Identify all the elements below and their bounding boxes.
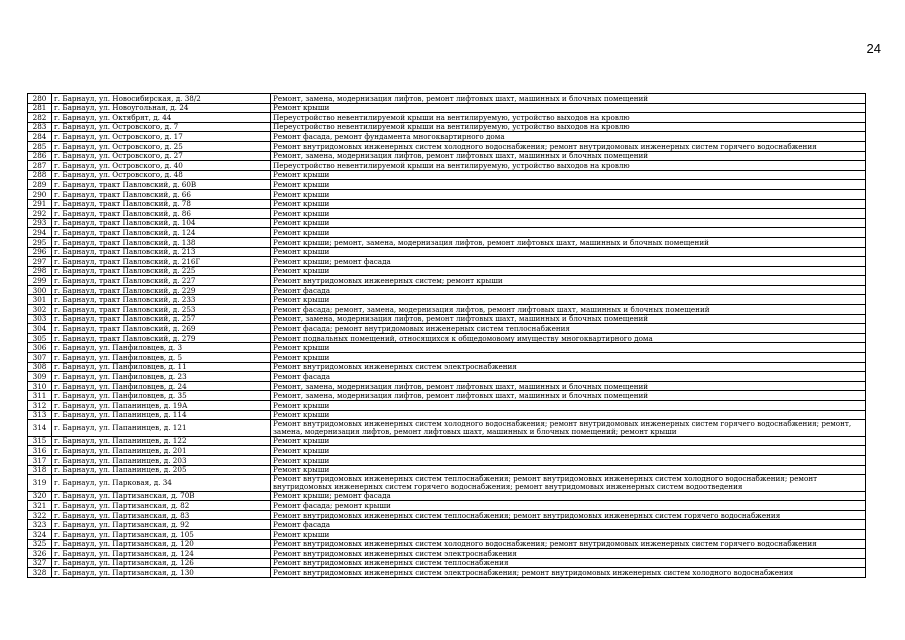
row-number: 296 — [28, 247, 52, 257]
table-row — [28, 436, 866, 446]
row-work: Ремонт внутридомовых инженерных систем холодного водоснабжения; ремонт внутридомовых инженерных систем горячего водоснабжения — [271, 141, 866, 151]
row-work: Ремонт крыши — [271, 353, 866, 363]
table-row — [28, 491, 866, 501]
row-work: Ремонт крыши — [271, 247, 866, 257]
table-row — [28, 305, 866, 315]
table-row — [28, 324, 866, 334]
row-work: Ремонт внутридомовых инженерных систем; ремонт крыши — [271, 276, 866, 286]
row-work: Ремонт крыши — [271, 189, 866, 199]
row-number: 294 — [28, 228, 52, 238]
table-row — [28, 218, 866, 228]
row-number: 282 — [28, 113, 52, 123]
row-address: г. Барнаул, ул. Партизанская, д. 70В — [52, 491, 271, 501]
table-row — [28, 209, 866, 219]
row-work: Ремонт, замена, модернизация лифтов, ремонт лифтовых шахт, машинных и блочных помещений — [271, 151, 866, 161]
row-work: Ремонт крыши — [271, 218, 866, 228]
table-row — [28, 132, 866, 142]
row-address: г. Барнаул, ул. Панфиловцев, д. 3 — [52, 343, 271, 353]
row-work: Ремонт внутридомовых инженерных систем теплоснабжения; ремонт внутридомовых инженерных систем горячего водоснабжения — [271, 510, 866, 520]
table-row — [28, 266, 866, 276]
row-address: г. Барнаул, ул. Партизанская, д. 126 — [52, 558, 271, 568]
table-row — [28, 161, 866, 171]
row-work: Ремонт внутридомовых инженерных систем электроснабжения — [271, 549, 866, 559]
row-number: 324 — [28, 530, 52, 540]
row-work: Ремонт крыши — [271, 180, 866, 190]
row-work: Ремонт фасада, ремонт фундамента многоквартирного дома — [271, 132, 866, 142]
row-address: г. Барнаул, ул. Островского, д. 25 — [52, 141, 271, 151]
row-work: Ремонт внутридомовых инженерных систем теплоснабжения; ремонт внутридомовых инженерных систем холодного водоснабжения; ремонт внутридомовых инженерных систем горячего водоснабжения; ремонт внутридомовых инженерных систем водоотведения — [271, 475, 866, 492]
row-work: Ремонт крыши — [271, 103, 866, 113]
table-row — [28, 228, 866, 238]
row-work: Ремонт крыши — [271, 295, 866, 305]
row-address: г. Барнаул, ул. Островского, д. 40 — [52, 161, 271, 171]
row-address: г. Барнаул, ул. Панфиловцев, д. 23 — [52, 372, 271, 382]
row-address: г. Барнаул, ул. Партизанская, д. 124 — [52, 549, 271, 559]
row-address: г. Барнаул, ул. Островского, д. 17 — [52, 132, 271, 142]
table-row — [28, 401, 866, 411]
row-number: 280 — [28, 94, 52, 104]
row-number: 289 — [28, 180, 52, 190]
row-address: г. Барнаул, ул. Панфиловцев, д. 5 — [52, 353, 271, 363]
row-number: 299 — [28, 276, 52, 286]
table-row — [28, 295, 866, 305]
table-row — [28, 103, 866, 113]
table-row — [28, 314, 866, 324]
row-number: 325 — [28, 539, 52, 549]
row-number: 322 — [28, 510, 52, 520]
row-number: 319 — [28, 475, 52, 492]
row-address: г. Барнаул, ул. Панфиловцев, д. 11 — [52, 362, 271, 372]
row-work: Переустройство невентилируемой крыши на вентилируемую, устройство выходов на кровлю — [271, 113, 866, 123]
row-work: Ремонт крыши — [271, 266, 866, 276]
table-row — [28, 465, 866, 475]
row-number: 305 — [28, 333, 52, 343]
table-row — [28, 549, 866, 559]
row-number: 283 — [28, 122, 52, 132]
row-address: г. Барнаул, ул. Островского, д. 7 — [52, 122, 271, 132]
table-row — [28, 539, 866, 549]
row-number: 295 — [28, 237, 52, 247]
table-row — [28, 199, 866, 209]
table-row — [28, 333, 866, 343]
row-number: 313 — [28, 410, 52, 420]
row-number: 312 — [28, 401, 52, 411]
row-number: 323 — [28, 520, 52, 530]
row-number: 307 — [28, 353, 52, 363]
row-work: Ремонт, замена, модернизация лифтов, ремонт лифтовых шахт, машинных и блочных помещений — [271, 314, 866, 324]
row-work: Ремонт фасада; ремонт крыши — [271, 501, 866, 511]
row-address: г. Барнаул, тракт Павловский, д. 225 — [52, 266, 271, 276]
table-row — [28, 501, 866, 511]
row-number: 288 — [28, 170, 52, 180]
row-work: Ремонт внутридомовых инженерных систем электроснабжения; ремонт внутридомовых инженерных систем холодного водоснабжения — [271, 568, 866, 578]
row-work: Ремонт крыши — [271, 209, 866, 219]
row-number: 290 — [28, 189, 52, 199]
row-number: 327 — [28, 558, 52, 568]
row-number: 297 — [28, 257, 52, 267]
table-row — [28, 189, 866, 199]
row-work: Ремонт крыши; ремонт фасада — [271, 491, 866, 501]
row-work: Ремонт фасада — [271, 520, 866, 530]
table-row — [28, 446, 866, 456]
row-address: г. Барнаул, тракт Павловский, д. 66 — [52, 189, 271, 199]
row-work: Ремонт крыши — [271, 410, 866, 420]
table-row — [28, 362, 866, 372]
row-address: г. Барнаул, тракт Павловский, д. 104 — [52, 218, 271, 228]
table-row — [28, 151, 866, 161]
table-row — [28, 475, 866, 492]
row-address: г. Барнаул, ул. Партизанская, д. 83 — [52, 510, 271, 520]
table-row — [28, 520, 866, 530]
row-work: Ремонт крыши — [271, 530, 866, 540]
row-number: 318 — [28, 465, 52, 475]
row-address: г. Барнаул, ул. Партизанская, д. 82 — [52, 501, 271, 511]
row-address: г. Барнаул, ул. Парковая, д. 34 — [52, 475, 271, 492]
table-row — [28, 568, 866, 578]
row-number: 285 — [28, 141, 52, 151]
row-address: г. Барнаул, тракт Павловский, д. 213 — [52, 247, 271, 257]
row-work: Ремонт внутридомовых инженерных систем холодного водоснабжения; ремонт внутридомовых инженерных систем горячего водоснабжения; ремонт, замена, модернизация лифтов, ремонт лифтовых шахт, машинных и блочных помещений; ремонт крыши — [271, 420, 866, 437]
table-row — [28, 122, 866, 132]
row-number: 293 — [28, 218, 52, 228]
row-number: 286 — [28, 151, 52, 161]
page-number: 24 — [866, 41, 881, 56]
table-row — [28, 285, 866, 295]
row-address: г. Барнаул, ул. Папанинцев, д. 201 — [52, 446, 271, 456]
row-work: Ремонт внутридомовых инженерных систем электроснабжения — [271, 362, 866, 372]
row-number: 284 — [28, 132, 52, 142]
row-number: 314 — [28, 420, 52, 437]
row-work: Ремонт фасада — [271, 285, 866, 295]
table-row — [28, 558, 866, 568]
row-number: 298 — [28, 266, 52, 276]
row-work: Ремонт крыши — [271, 455, 866, 465]
row-work: Ремонт фасада — [271, 372, 866, 382]
row-address: г. Барнаул, ул. Папанинцев, д. 19А — [52, 401, 271, 411]
row-work: Ремонт крыши — [271, 465, 866, 475]
row-number: 310 — [28, 381, 52, 391]
row-work: Ремонт внутридомовых инженерных систем холодного водоснабжения; ремонт внутридомовых инженерных систем горячего водоснабжения — [271, 539, 866, 549]
row-address: г. Барнаул, тракт Павловский, д. 60В — [52, 180, 271, 190]
row-number: 309 — [28, 372, 52, 382]
row-work: Переустройство невентилируемой крыши на вентилируемую, устройство выходов на кровлю — [271, 122, 866, 132]
row-work: Ремонт, замена, модернизация лифтов, ремонт лифтовых шахт, машинных и блочных помещений — [271, 94, 866, 104]
row-work: Ремонт крыши — [271, 343, 866, 353]
table-row — [28, 353, 866, 363]
row-work: Ремонт крыши — [271, 401, 866, 411]
table-row — [28, 170, 866, 180]
row-number: 302 — [28, 305, 52, 315]
row-address: г. Барнаул, ул. Партизанская, д. 130 — [52, 568, 271, 578]
row-number: 328 — [28, 568, 52, 578]
row-number: 321 — [28, 501, 52, 511]
row-address: г. Барнаул, ул. Островского, д. 48 — [52, 170, 271, 180]
row-number: 304 — [28, 324, 52, 334]
row-work: Ремонт крыши — [271, 170, 866, 180]
row-address: г. Барнаул, тракт Павловский, д. 257 — [52, 314, 271, 324]
row-address: г. Барнаул, ул. Новоугольная, д. 24 — [52, 103, 271, 113]
row-number: 301 — [28, 295, 52, 305]
row-work: Ремонт крыши — [271, 199, 866, 209]
table-row — [28, 180, 866, 190]
table-row — [28, 257, 866, 267]
row-number: 311 — [28, 391, 52, 401]
row-work: Ремонт крыши — [271, 228, 866, 238]
row-number: 316 — [28, 446, 52, 456]
row-address: г. Барнаул, ул. Панфиловцев, д. 24 — [52, 381, 271, 391]
row-work: Ремонт, замена, модернизация лифтов, ремонт лифтовых шахт, машинных и блочных помещений — [271, 391, 866, 401]
row-address: г. Барнаул, тракт Павловский, д. 233 — [52, 295, 271, 305]
repair-table-body — [28, 94, 866, 578]
row-number: 292 — [28, 209, 52, 219]
row-number: 300 — [28, 285, 52, 295]
table-row — [28, 391, 866, 401]
row-address: г. Барнаул, ул. Папанинцев, д. 121 — [52, 420, 271, 437]
row-number: 308 — [28, 362, 52, 372]
row-address: г. Барнаул, тракт Павловский, д. 253 — [52, 305, 271, 315]
row-work: Ремонт фасада; ремонт, замена, модернизация лифтов, ремонт лифтовых шахт, машинных и блочных помещений — [271, 305, 866, 315]
table-row — [28, 113, 866, 123]
row-address: г. Барнаул, тракт Павловский, д. 279 — [52, 333, 271, 343]
row-work: Ремонт крыши — [271, 436, 866, 446]
row-number: 326 — [28, 549, 52, 559]
row-number: 291 — [28, 199, 52, 209]
row-address: г. Барнаул, тракт Павловский, д. 216Г — [52, 257, 271, 267]
row-work: Ремонт внутридомовых инженерных систем теплоснабжения — [271, 558, 866, 568]
row-number: 315 — [28, 436, 52, 446]
table-row — [28, 141, 866, 151]
row-work: Ремонт подвальных помещений, относящихся к общедомовому имуществу многоквартирного дома — [271, 333, 866, 343]
row-address: г. Барнаул, ул. Папанинцев, д. 114 — [52, 410, 271, 420]
table-row — [28, 247, 866, 257]
repair-table — [27, 93, 866, 578]
row-work: Ремонт крыши — [271, 446, 866, 456]
row-address: г. Барнаул, тракт Павловский, д. 86 — [52, 209, 271, 219]
row-address: г. Барнаул, тракт Павловский, д. 227 — [52, 276, 271, 286]
row-work: Переустройство невентилируемой крыши на вентилируемую, устройство выходов на кровлю — [271, 161, 866, 171]
row-address: г. Барнаул, тракт Павловский, д. 229 — [52, 285, 271, 295]
table-row — [28, 410, 866, 420]
table-row — [28, 455, 866, 465]
row-address: г. Барнаул, ул. Панфиловцев, д. 35 — [52, 391, 271, 401]
row-work: Ремонт крыши; ремонт, замена, модернизация лифтов, ремонт лифтовых шахт, машинных и блочных помещений — [271, 237, 866, 247]
table-row — [28, 343, 866, 353]
row-number: 317 — [28, 455, 52, 465]
row-address: г. Барнаул, ул. Партизанская, д. 105 — [52, 530, 271, 540]
row-address: г. Барнаул, ул. Новосибирская, д. 38/2 — [52, 94, 271, 104]
table-row — [28, 510, 866, 520]
row-work: Ремонт фасада; ремонт внутридомовых инженерных систем теплоснабжения — [271, 324, 866, 334]
row-address: г. Барнаул, ул. Партизанская, д. 92 — [52, 520, 271, 530]
row-number: 303 — [28, 314, 52, 324]
row-address: г. Барнаул, ул. Октябрят, д. 44 — [52, 113, 271, 123]
row-number: 306 — [28, 343, 52, 353]
row-address: г. Барнаул, ул. Партизанская, д. 120 — [52, 539, 271, 549]
row-address: г. Барнаул, тракт Павловский, д. 138 — [52, 237, 271, 247]
row-address: г. Барнаул, ул. Папанинцев, д. 205 — [52, 465, 271, 475]
table-row — [28, 372, 866, 382]
row-address: г. Барнаул, ул. Папанинцев, д. 122 — [52, 436, 271, 446]
table-row — [28, 420, 866, 437]
row-address: г. Барнаул, тракт Павловский, д. 78 — [52, 199, 271, 209]
row-work: Ремонт крыши; ремонт фасада — [271, 257, 866, 267]
row-address: г. Барнаул, тракт Павловский, д. 269 — [52, 324, 271, 334]
table-row — [28, 530, 866, 540]
row-address: г. Барнаул, ул. Папанинцев, д. 203 — [52, 455, 271, 465]
row-number: 320 — [28, 491, 52, 501]
row-number: 281 — [28, 103, 52, 113]
table-row — [28, 276, 866, 286]
table-row — [28, 237, 866, 247]
row-address: г. Барнаул, ул. Островского, д. 27 — [52, 151, 271, 161]
row-address: г. Барнаул, тракт Павловский, д. 124 — [52, 228, 271, 238]
table-row — [28, 381, 866, 391]
row-number: 287 — [28, 161, 52, 171]
row-work: Ремонт, замена, модернизация лифтов, ремонт лифтовых шахт, машинных и блочных помещений — [271, 381, 866, 391]
table-row — [28, 94, 866, 104]
